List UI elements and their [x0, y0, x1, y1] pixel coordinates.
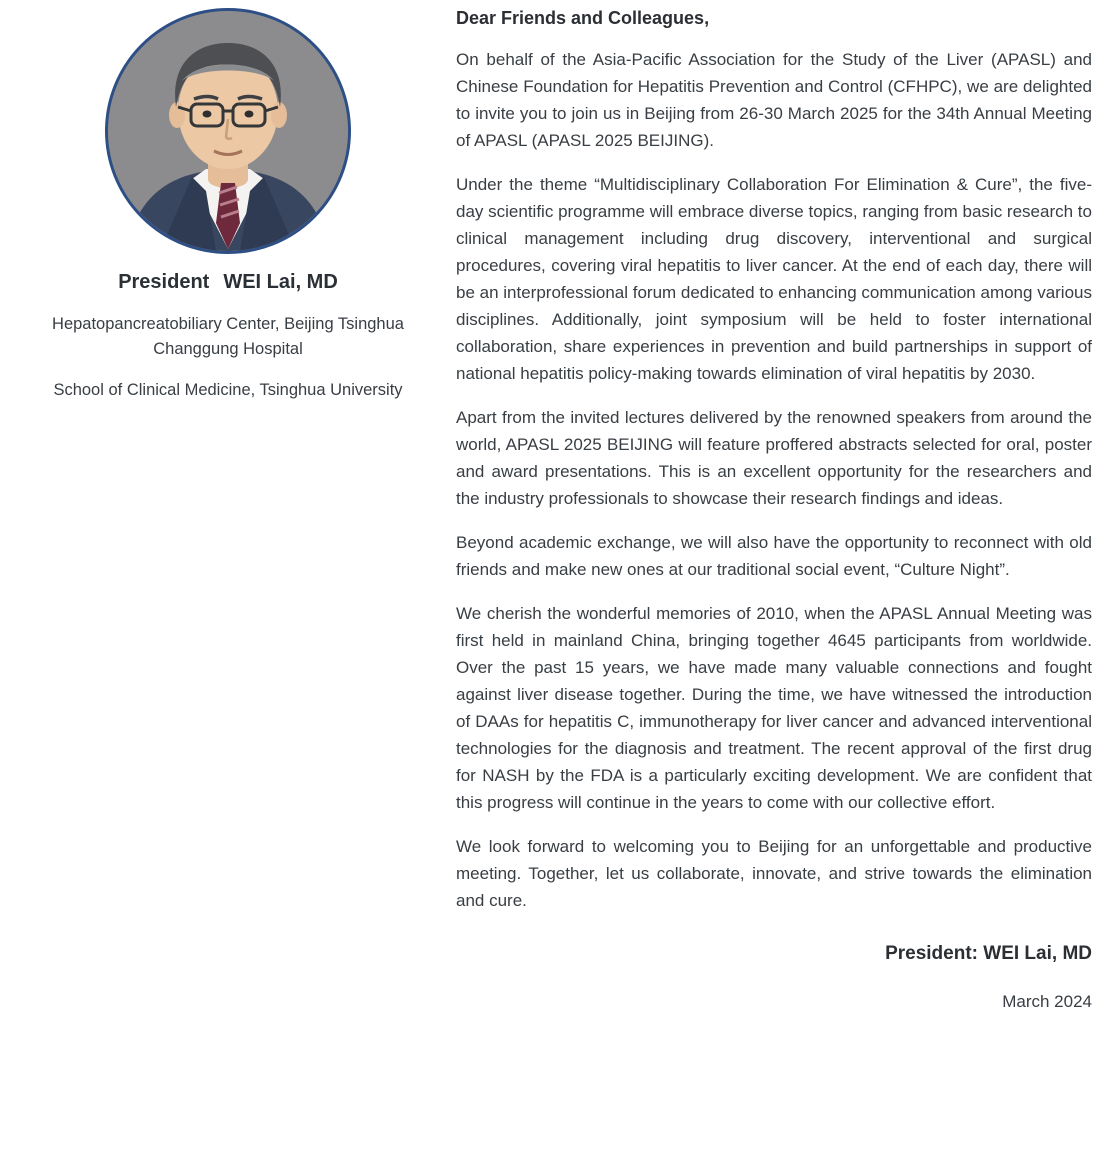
president-profile [0, 8, 456, 1012]
president-title: President [118, 271, 210, 293]
letter-signature: President: WEI Lai, MD [885, 943, 1092, 964]
president-portrait-illustration [108, 11, 348, 251]
letter-paragraph-6: We look forward to welcoming you to Beijing for an unforgettable and productive meeting. Together, let us collaborate, innovate, and strive towards the elimination and cure. [456, 837, 1092, 910]
letter-paragraph-2: Under the theme “Multidisciplinary Collaboration For Elimination & Cure”, the five-day scientific programme will embrace diverse topics, ranging from basic research to clinical management including drug discovery, interventional and surgical procedures, covering viral hepatitis to liver cancer. At the end of each day, there will be an interprofessional forum dedicated to enhancing communication among various disciplines. Additionally, joint symposium will be held to foster international collaboration, share experiences in prevention and build partnerships in support of national hepatitis policy-making towards elimination of viral hepatitis by 2030. [456, 175, 1092, 383]
president-name-caption [0, 271, 456, 294]
letter-date: March 2024 [1002, 992, 1092, 1011]
letter-paragraph-3: Apart from the invited lectures delivered by the renowned speakers from around the world, APASL 2025 BEIJING will feature proffered abstracts selected for oral, poster and award presentations. This is an excellent opportunity for the researchers and the industry professionals to showcase their research findings and ideas. [456, 408, 1092, 508]
welcome-letter [456, 8, 1113, 1012]
letter-paragraph-5: We cherish the wonderful memories of 2010, when the APASL Annual Meeting was first held in mainland China, bringing together 4645 participants from worldwide. Over the past 15 years, we have made many valuable connections and fought against liver disease together. During the time, we have witnessed the introduction of DAAs for hepatitis C, immunotherapy for liver cancer and advanced interventional technologies for the diagnosis and treatment. The recent approval of the first drug for NASH by the FDA is a particularly exciting development. We are confident that this progress will continue in the years to come with our collective effort. [456, 604, 1092, 812]
letter-paragraph-1: On behalf of the Asia-Pacific Association for the Study of the Liver (APASL) and Chinese Foundation for Hepatitis Prevention and Control (CFHPC), we are delighted to invite you to join us in Beijing from 26-30 March 2025 for the 34th Annual Meeting of APASL (APASL 2025 BEIJING). [456, 50, 1092, 150]
president-name: WEI Lai, MD [223, 271, 338, 293]
president-affiliation-university: School of Clinical Medicine, Tsinghua University [53, 381, 403, 399]
president-affiliation-hospital: Hepatopancreatobiliary Center, Beijing Tsinghua Changgung Hospital [52, 315, 404, 358]
letter-paragraph-4: Beyond academic exchange, we will also have the opportunity to reconnect with old friends and make new ones at our traditional social event, “Culture Night”. [456, 533, 1092, 579]
letter-salutation: Dear Friends and Colleagues, [456, 8, 710, 28]
president-photo [105, 8, 351, 254]
